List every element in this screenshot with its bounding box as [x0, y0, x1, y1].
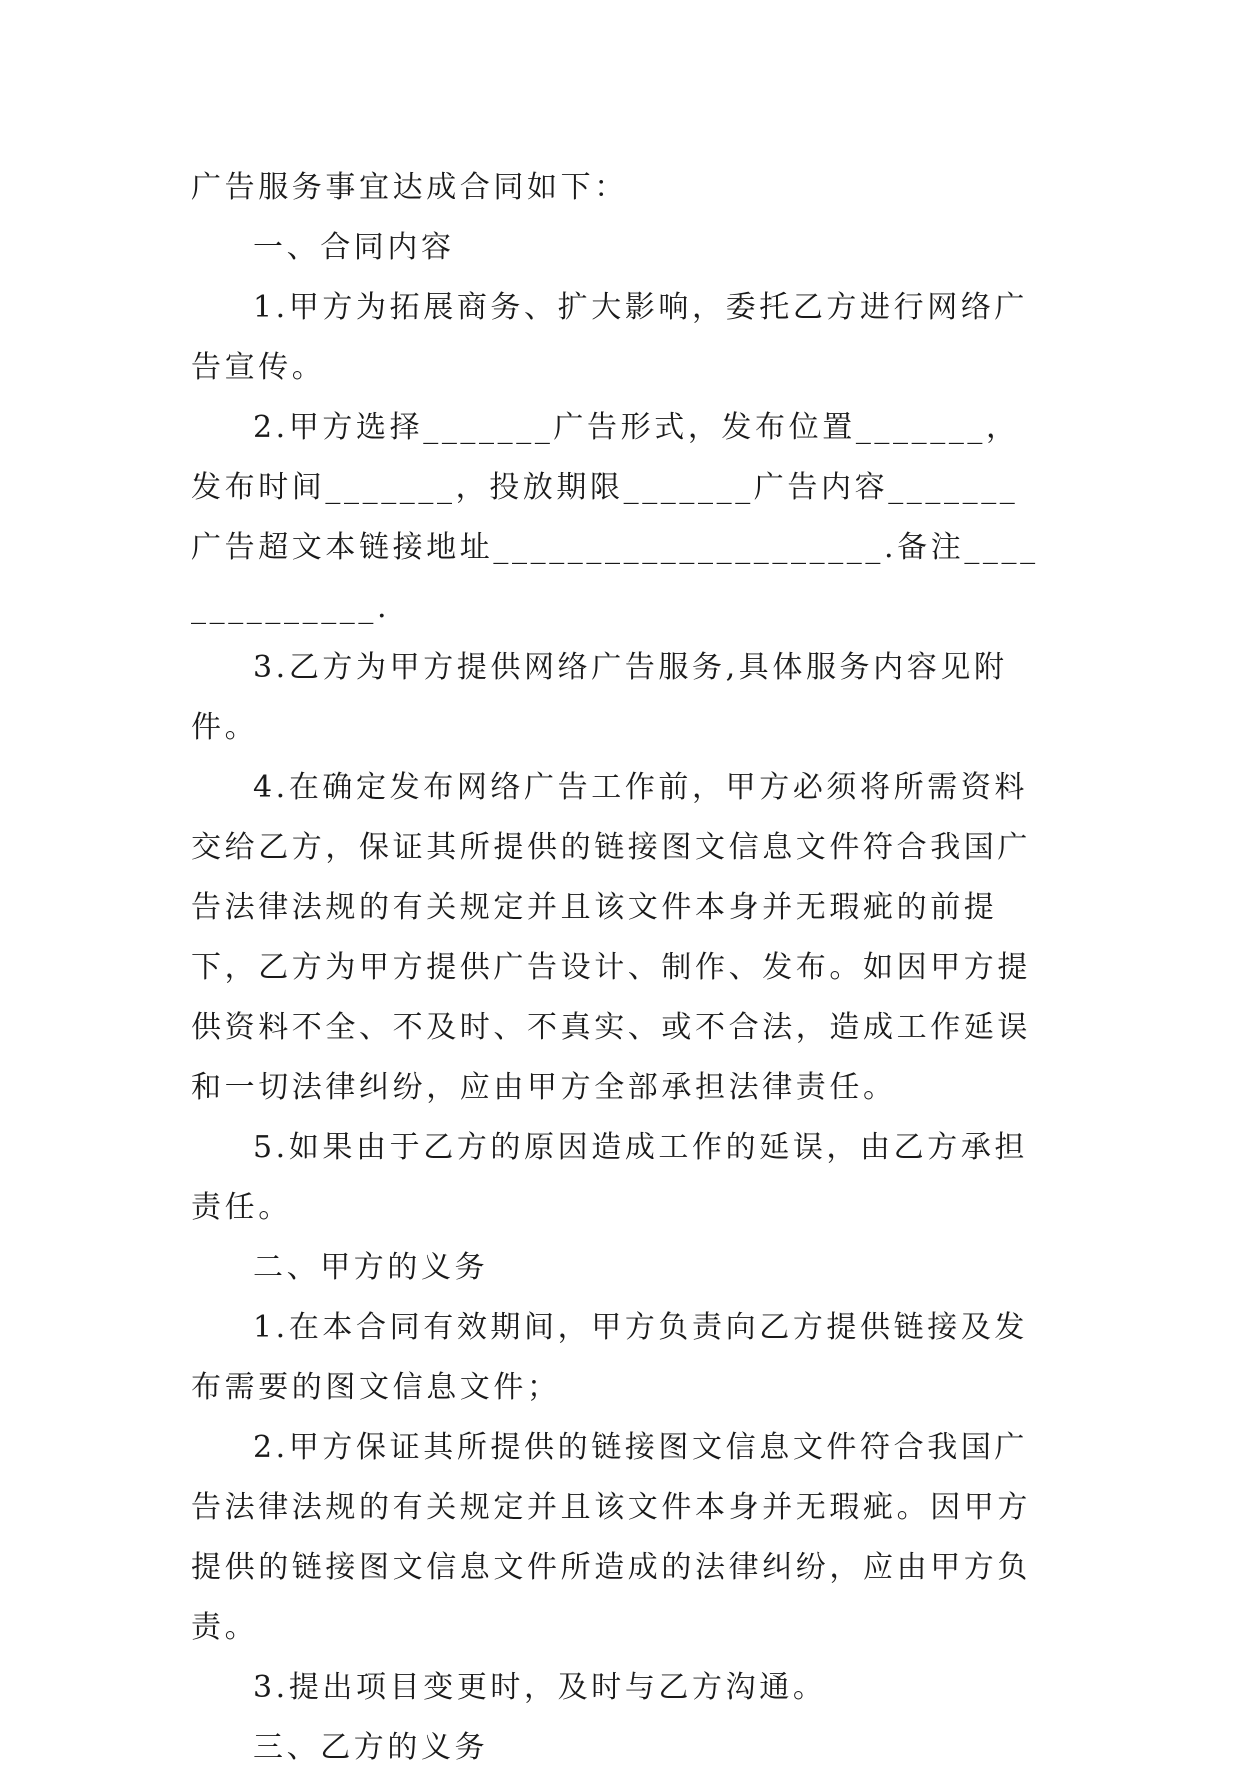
clause-1-1: 1.甲方为拓展商务、扩大影响，委托乙方进行网络广告宣传。	[191, 290, 1029, 385]
document-body	[191, 158, 1051, 1778]
intro-paragraph: 广告服务事宜达成合同如下：	[191, 170, 628, 205]
clause-1-4: 4.在确定发布网络广告工作前，甲方必须将所需资料交给乙方，保证其所提供的链接图文信息文件符合我国广告法律法规的有关规定并且该文件本身并无瑕疵的前提下，乙方为甲方提供广告设计、制作、发布。如因甲方提供资料不全、不及时、不真实、或不合法，造成工作延误和一切法律纠纷，应由甲方全部承担法律责任。	[191, 770, 1031, 1105]
section-heading-party-a-obligations: 二、甲方的义务	[253, 1250, 489, 1285]
section-heading-contract-content: 一、合同内容	[253, 230, 455, 265]
clause-2-1: 1.在本合同有效期间，甲方负责向乙方提供链接及发布需要的图文信息文件；	[191, 1310, 1029, 1405]
section-heading-party-b-obligations: 三、乙方的义务	[253, 1730, 489, 1765]
clause-2-3: 3.提出项目变更时，及时与乙方沟通。	[253, 1670, 827, 1705]
clause-1-3: 3.乙方为甲方提供网络广告服务,具体服务内容见附件。	[191, 650, 1008, 745]
clause-2-2: 2.甲方保证其所提供的链接图文信息文件符合我国广告法律法规的有关规定并且该文件本身并无瑕疵。因甲方提供的链接图文信息文件所造成的法律纠纷，应由甲方负责。	[191, 1430, 1031, 1645]
clause-1-5: 5.如果由于乙方的原因造成工作的延误，由乙方承担责任。	[191, 1130, 1029, 1225]
clause-1-2: 2.甲方选择_______广告形式，发布位置_______，发布时间_______，投放期限_______广告内容_______广告超文本链接地址_____________________.备注______________.	[191, 410, 1039, 625]
